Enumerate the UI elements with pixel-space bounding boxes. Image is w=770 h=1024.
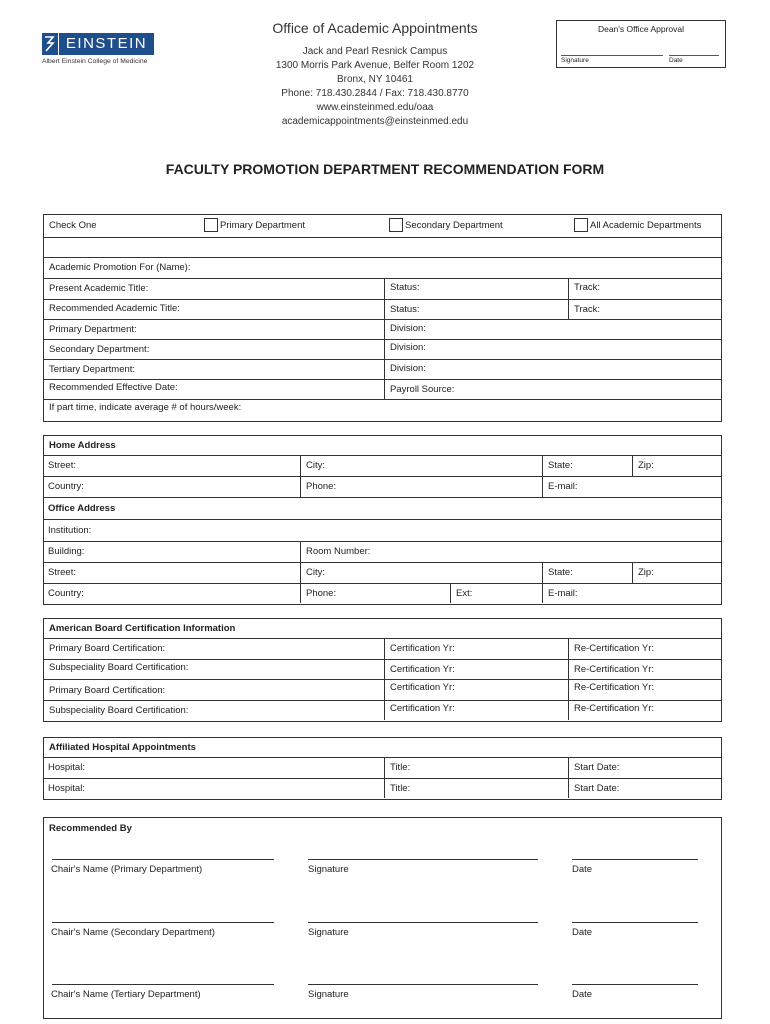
subspecialty-board-row	[44, 660, 721, 680]
division-label: Division:	[390, 363, 426, 374]
home-state-cell[interactable]	[542, 456, 633, 476]
cert-yr-label: Certification Yr:	[390, 682, 455, 693]
office-title: Office of Academic Appointments	[272, 20, 478, 36]
office-address-heading-row	[44, 498, 721, 520]
cert-yr-label: Certification Yr:	[390, 643, 455, 654]
state-label: State:	[548, 567, 573, 578]
hospital-row-2	[44, 779, 721, 798]
state-label: State:	[548, 460, 573, 471]
zip-label: Zip:	[638, 460, 654, 471]
chair-secondary-name-line[interactable]	[52, 922, 274, 923]
all-departments-option-label: All Academic Departments	[590, 220, 702, 231]
primary-board-row-2	[44, 680, 721, 701]
subspecialty-board-label: Subspeciality Board Certification:	[49, 705, 189, 716]
phone-label: Phone:	[306, 588, 337, 599]
title-label: Title:	[390, 762, 411, 773]
building-label: Building:	[48, 546, 85, 557]
email-label: E-mail:	[548, 481, 578, 492]
web-link[interactable]: www.einsteinmed.edu/oaa	[316, 102, 434, 113]
primary-department-option-label: Primary Department	[220, 220, 305, 231]
recert-yr-label: Re-Certification Yr:	[574, 643, 655, 654]
city-line: Bronx, NY 10461	[337, 74, 413, 85]
title-label: Title:	[390, 783, 411, 794]
chair-primary-name-line[interactable]	[52, 859, 274, 860]
present-track-cell[interactable]	[568, 279, 722, 299]
secondary-division-cell[interactable]	[384, 340, 722, 359]
part-time-label: If part time, indicate average # of hours/week:	[49, 402, 242, 413]
status-label: Status:	[390, 282, 420, 293]
chair-primary-date-line[interactable]	[572, 859, 698, 860]
cert-yr-label: Certification Yr:	[390, 703, 455, 714]
hospital-appointments-section	[43, 737, 722, 800]
date-label: Date	[572, 989, 593, 1000]
chair-primary-signature-line[interactable]	[308, 859, 538, 860]
date-label: Date	[572, 864, 593, 875]
chair-tertiary-signature-line[interactable]	[308, 984, 538, 985]
tertiary-dept-row	[44, 360, 721, 380]
signature-label: Signature	[308, 864, 349, 875]
home-email-cell[interactable]	[542, 477, 722, 497]
tertiary-division-cell[interactable]	[384, 360, 722, 379]
subspecialty-cert-yr-cell[interactable]	[384, 660, 569, 679]
effective-date-row	[44, 380, 721, 400]
home-zip-cell[interactable]	[632, 456, 722, 476]
track-label: Track:	[574, 304, 601, 315]
date-label: Date	[572, 927, 593, 938]
office-street-row	[44, 563, 721, 584]
tertiary-dept-label: Tertiary Department:	[49, 364, 136, 375]
present-title-label: Present Academic Title:	[49, 283, 149, 294]
recert-yr-label: Re-Certification Yr:	[574, 703, 655, 714]
chair-tertiary-name-label: Chair's Name (Tertiary Department)	[51, 989, 201, 1000]
secondary-department-checkbox[interactable]	[389, 218, 403, 232]
subspecialty-cert-yr-cell-2[interactable]	[384, 701, 569, 720]
cert-yr-label: Certification Yr:	[390, 664, 455, 675]
promotion-section	[43, 214, 722, 422]
deans-approval-box	[556, 20, 726, 68]
check-one-label: Check One	[49, 220, 97, 231]
street-label: Street:	[48, 567, 76, 578]
signature-label: Signature	[308, 927, 349, 938]
home-phone-cell[interactable]	[300, 477, 543, 497]
country-label: Country:	[48, 481, 84, 492]
recommended-by-section	[43, 817, 722, 1019]
recert-yr-label: Re-Certification Yr:	[574, 664, 655, 675]
chair-tertiary-name-line[interactable]	[52, 984, 274, 985]
chair-secondary-date-line[interactable]	[572, 922, 698, 923]
subspecialty-board-label: Subspeciality Board Certification:	[49, 662, 189, 673]
primary-department-checkbox[interactable]	[204, 218, 218, 232]
hospital-appointments-heading: Affiliated Hospital Appointments	[49, 742, 196, 753]
recommended-by-heading: Recommended By	[49, 823, 132, 834]
office-email-cell[interactable]	[542, 584, 722, 603]
start-date-label: Start Date:	[574, 762, 620, 773]
spacer-row	[44, 237, 721, 258]
office-ext-cell[interactable]	[450, 584, 543, 603]
chair-primary-name-label: Chair's Name (Primary Department)	[51, 864, 203, 875]
country-label: Country:	[48, 588, 84, 599]
office-country-row	[44, 584, 721, 603]
phone-label: Phone:	[306, 481, 337, 492]
primary-board-row	[44, 639, 721, 660]
dean-date-label: Date	[669, 57, 683, 64]
phone-line: Phone: 718.430.2844 / Fax: 718.430.8770	[281, 88, 469, 99]
home-address-heading: Home Address	[49, 440, 116, 451]
secondary-dept-label: Secondary Department:	[49, 344, 150, 355]
home-street-row	[44, 456, 721, 477]
form-title: FACULTY PROMOTION DEPARTMENT RECOMMENDATION FORM	[165, 161, 605, 177]
promotion-name-label: Academic Promotion For (Name):	[49, 262, 191, 273]
primary-dept-row	[44, 320, 721, 340]
payroll-source-cell[interactable]	[384, 380, 722, 399]
primary-cert-yr-cell-2[interactable]	[384, 680, 569, 700]
subspecialty-recert-yr-cell-2[interactable]	[568, 701, 722, 720]
part-time-row[interactable]	[44, 400, 721, 420]
division-label: Division:	[390, 342, 426, 353]
signature-label: Signature	[308, 989, 349, 1000]
hospital-label: Hospital:	[48, 762, 85, 773]
effective-date-label: Recommended Effective Date:	[49, 382, 178, 393]
primary-dept-label: Primary Department:	[49, 324, 137, 335]
building-row	[44, 542, 721, 563]
dean-date-line[interactable]	[669, 55, 719, 56]
ext-label: Ext:	[456, 588, 473, 599]
chair-secondary-signature-line[interactable]	[308, 922, 538, 923]
primary-recert-yr-cell[interactable]	[568, 639, 722, 659]
street-label: Street:	[48, 460, 76, 471]
street-line: 1300 Morris Park Avenue, Belfer Room 1202	[275, 60, 475, 71]
institution-label: Institution:	[48, 525, 92, 536]
chair-secondary-name-label: Chair's Name (Secondary Department)	[51, 927, 215, 938]
home-address-heading-row	[44, 436, 721, 456]
recert-yr-label: Re-Certification Yr:	[574, 682, 655, 693]
hospital-title-cell-2[interactable]	[384, 779, 569, 798]
present-status-cell[interactable]	[384, 279, 569, 299]
room-number-label: Room Number:	[306, 546, 371, 557]
board-heading-row	[44, 619, 721, 639]
subspecialty-board-row-2	[44, 701, 721, 720]
institution-row[interactable]	[44, 520, 721, 542]
payroll-source-label: Payroll Source:	[390, 384, 455, 395]
hospital-start-date-cell-1[interactable]	[568, 758, 722, 778]
zip-label: Zip:	[638, 567, 654, 578]
dean-signature-line[interactable]	[561, 55, 663, 56]
hospital-label: Hospital:	[48, 783, 85, 794]
all-departments-checkbox[interactable]	[574, 218, 588, 232]
track-label: Track:	[574, 282, 601, 293]
einstein-logo-wordmark: EINSTEIN	[59, 33, 154, 55]
hospital-title-cell-1[interactable]	[384, 758, 569, 778]
dean-signature-label: Signature	[561, 57, 589, 64]
office-address-heading: Office Address	[48, 503, 116, 514]
primary-board-label: Primary Board Certification:	[49, 685, 166, 696]
start-date-label: Start Date:	[574, 783, 620, 794]
status-label: Status:	[390, 304, 420, 315]
secondary-department-option-label: Secondary Department	[405, 220, 503, 231]
primary-cert-yr-cell[interactable]	[384, 639, 569, 659]
promotion-name-row[interactable]	[44, 258, 721, 279]
home-city-cell[interactable]	[300, 456, 543, 476]
primary-recert-yr-cell-2[interactable]	[568, 680, 722, 700]
college-name: Albert Einstein College of Medicine	[42, 58, 148, 65]
home-country-row	[44, 477, 721, 498]
hospital-heading-row	[44, 738, 721, 758]
email-label: E-mail:	[548, 588, 578, 599]
hospital-row-1	[44, 758, 721, 779]
recommended-track-cell[interactable]	[568, 300, 722, 319]
email-link[interactable]: academicappointments@einsteinmed.edu	[281, 116, 469, 127]
recommended-title-row	[44, 300, 721, 320]
division-label: Division:	[390, 323, 426, 334]
subspecialty-recert-yr-cell[interactable]	[568, 660, 722, 679]
deans-approval-title: Dean's Office Approval	[597, 24, 685, 34]
secondary-dept-row	[44, 340, 721, 360]
recommended-title-label: Recommended Academic Title:	[49, 303, 180, 314]
room-number-cell[interactable]	[300, 542, 722, 562]
primary-division-cell[interactable]	[384, 320, 722, 339]
chair-tertiary-date-line[interactable]	[572, 984, 698, 985]
einstein-logo-mark	[42, 33, 58, 55]
board-certification-heading: American Board Certification Information	[49, 623, 236, 634]
board-certification-section	[43, 618, 722, 722]
office-zip-cell[interactable]	[632, 563, 722, 583]
office-state-cell[interactable]	[542, 563, 633, 583]
present-title-row	[44, 279, 721, 300]
city-label: City:	[306, 460, 325, 471]
hospital-start-date-cell-2[interactable]	[568, 779, 722, 798]
city-label: City:	[306, 567, 325, 578]
office-phone-cell[interactable]	[300, 584, 451, 603]
office-city-cell[interactable]	[300, 563, 543, 583]
campus-line: Jack and Pearl Resnick Campus	[302, 46, 448, 57]
primary-board-label: Primary Board Certification:	[49, 643, 166, 654]
check-one-row	[44, 215, 721, 238]
address-section	[43, 435, 722, 605]
recommended-status-cell[interactable]	[384, 300, 569, 319]
